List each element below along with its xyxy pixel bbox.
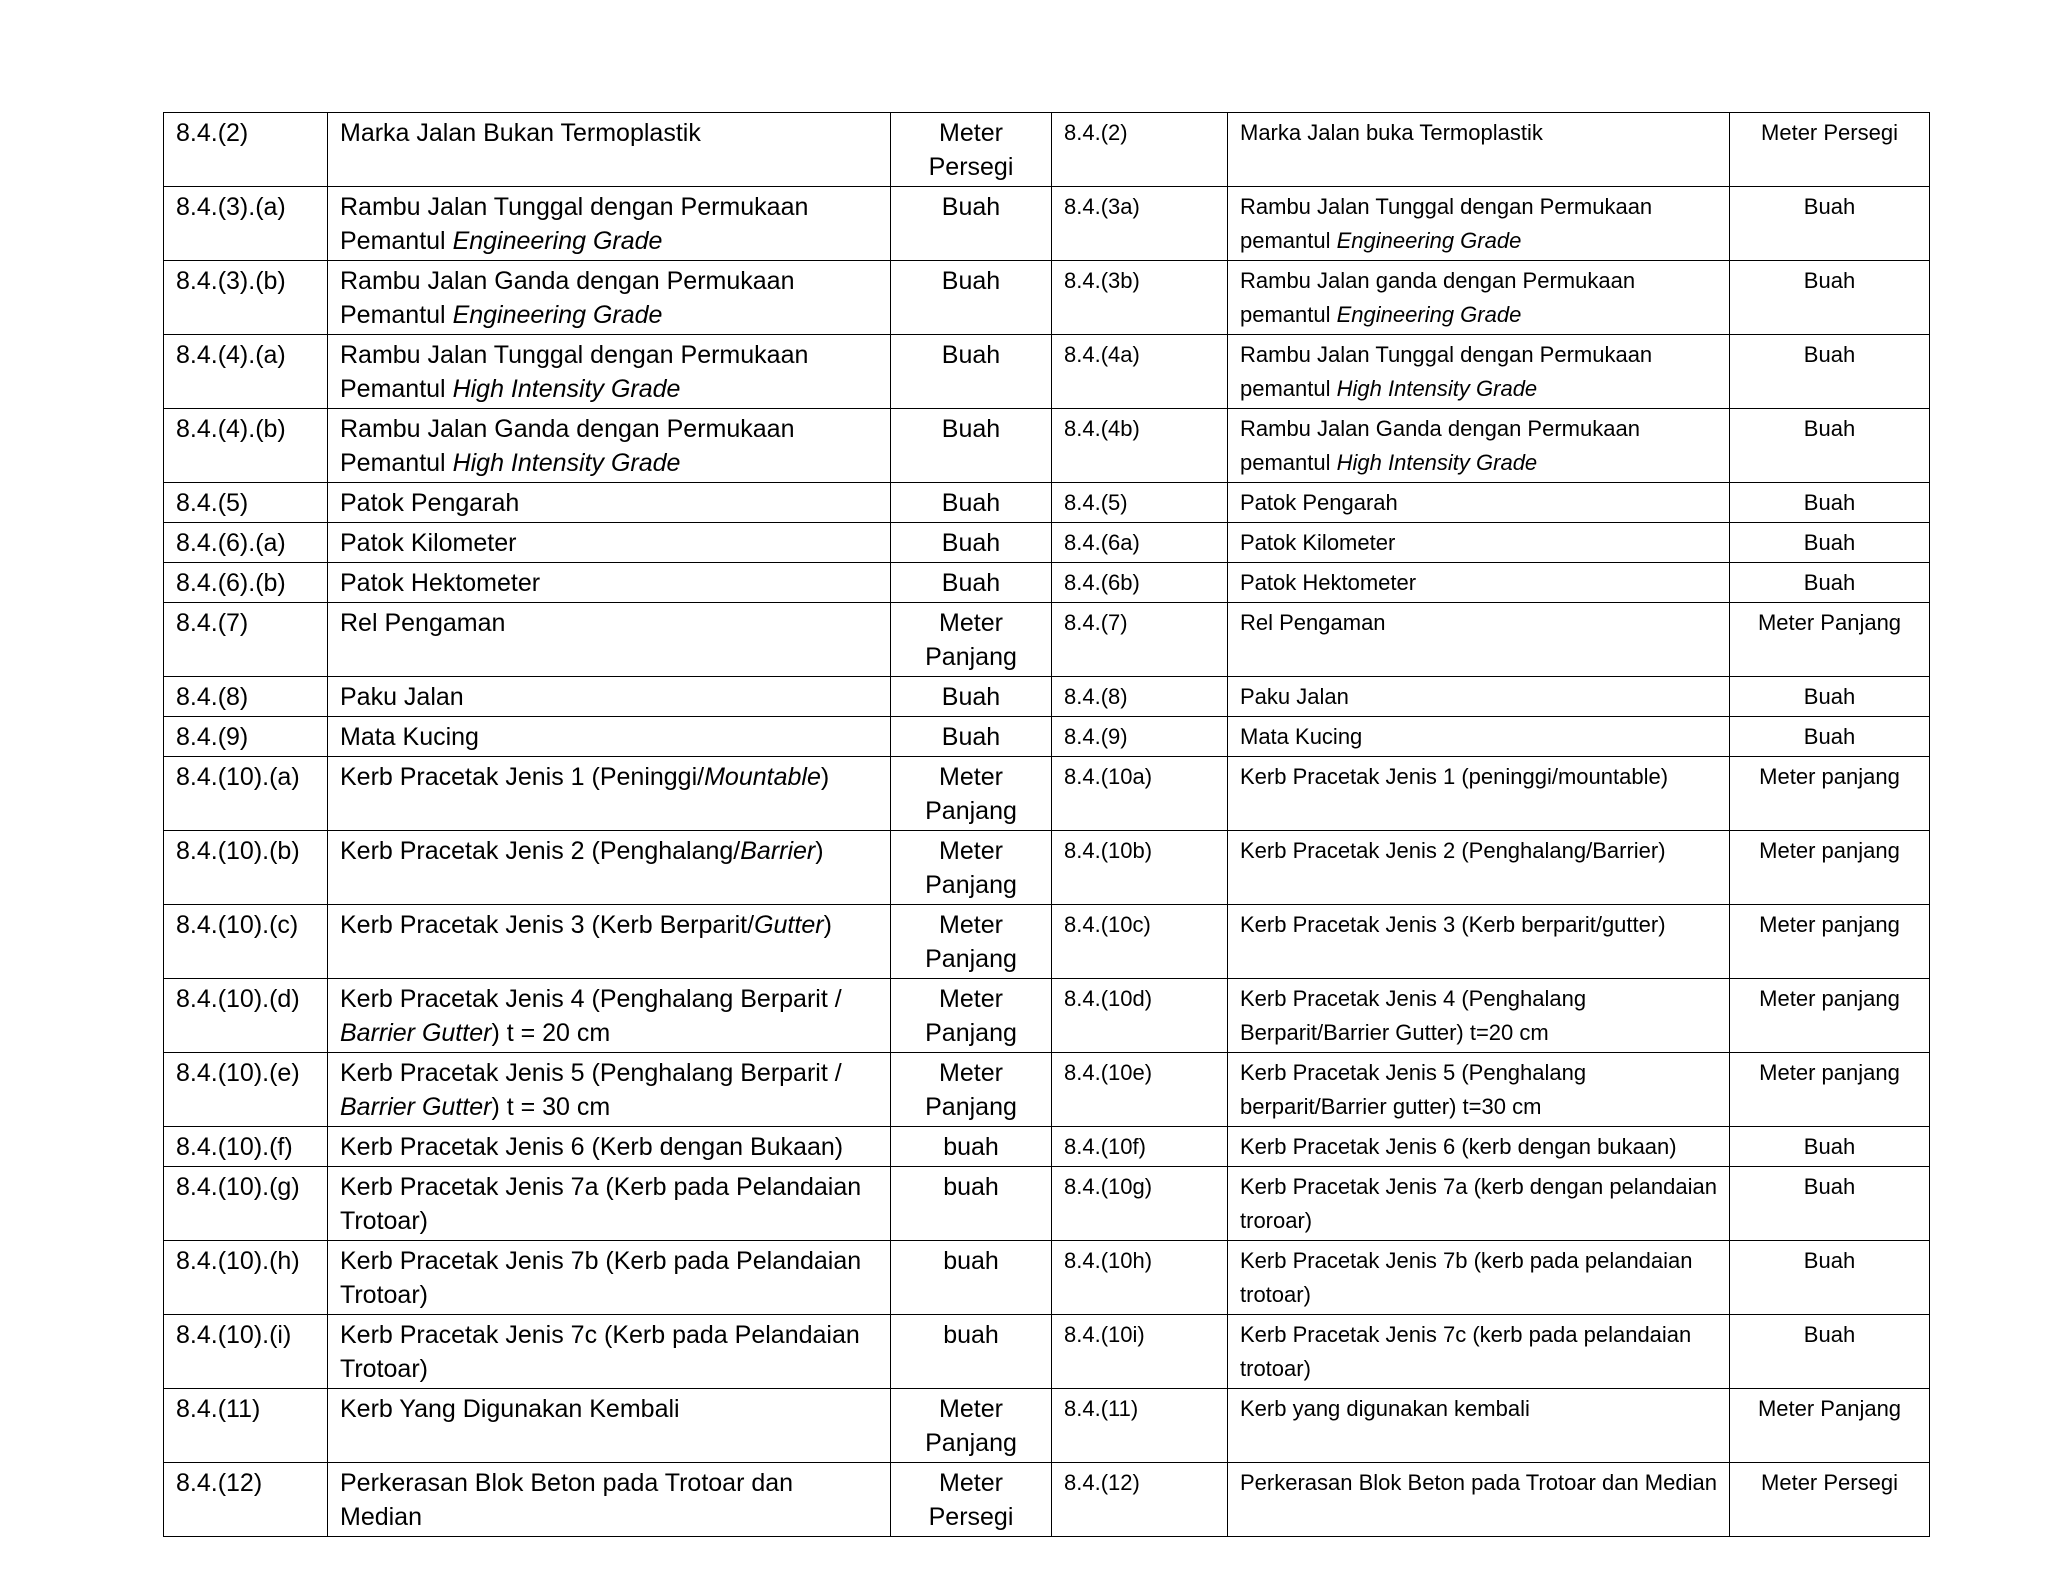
- item-description: [328, 483, 891, 523]
- text-segment: Kerb Pracetak Jenis 5 (Penghalang berparit/Barrier gutter) t=30 cm: [1240, 1060, 1587, 1119]
- text-segment: Marka Jalan Bukan Termoplastik: [340, 119, 701, 147]
- item-description: [328, 335, 891, 409]
- item-unit: Buah: [891, 563, 1052, 603]
- text-segment: Rel Pengaman: [340, 609, 506, 637]
- item-code: 8.4.(10).(a): [164, 757, 328, 831]
- item-code-alt: 8.4.(10g): [1052, 1167, 1228, 1241]
- item-code: 8.4.(4).(a): [164, 335, 328, 409]
- item-unit-alt: Meter panjang: [1730, 1053, 1930, 1127]
- table-row: [164, 1053, 1930, 1127]
- item-description: [328, 261, 891, 335]
- item-code-alt: 8.4.(12): [1052, 1463, 1228, 1537]
- item-code-alt: 8.4.(10i): [1052, 1315, 1228, 1389]
- item-description: [328, 563, 891, 603]
- text-segment: Rambu Jalan Tunggal dengan Permukaan pemantul: [1240, 342, 1653, 401]
- item-description: [328, 1389, 891, 1463]
- item-description-alt: [1228, 335, 1730, 409]
- item-code: 8.4.(7): [164, 603, 328, 677]
- text-segment: Rel Pengaman: [1240, 610, 1386, 635]
- table-row: [164, 113, 1930, 187]
- table-row: [164, 409, 1930, 483]
- item-code: 8.4.(10).(c): [164, 905, 328, 979]
- item-unit-alt: Buah: [1730, 409, 1930, 483]
- item-code-alt: 8.4.(10d): [1052, 979, 1228, 1053]
- item-description-alt: [1228, 1389, 1730, 1463]
- item-code: 8.4.(11): [164, 1389, 328, 1463]
- italic-term: Barrier Gutter: [340, 1019, 492, 1047]
- text-segment: Kerb Pracetak Jenis 7c (kerb pada pelandaian trotoar): [1240, 1322, 1692, 1381]
- item-code-alt: 8.4.(6a): [1052, 523, 1228, 563]
- italic-term: Barrier: [740, 837, 816, 865]
- item-unit-alt: Buah: [1730, 523, 1930, 563]
- item-code-alt: 8.4.(10b): [1052, 831, 1228, 905]
- table-row: [164, 1315, 1930, 1389]
- item-code-alt: 8.4.(6b): [1052, 563, 1228, 603]
- text-segment: Rambu Jalan Tunggal dengan Permukaan Pemantul: [340, 341, 809, 403]
- text-segment: Patok Pengarah: [340, 489, 520, 517]
- italic-term: High Intensity Grade: [1336, 450, 1538, 475]
- item-code-alt: 8.4.(10a): [1052, 757, 1228, 831]
- item-unit: buah: [891, 1127, 1052, 1167]
- item-description-alt: [1228, 523, 1730, 563]
- item-unit: Buah: [891, 717, 1052, 757]
- item-unit-alt: Buah: [1730, 1167, 1930, 1241]
- item-code-alt: 8.4.(10e): [1052, 1053, 1228, 1127]
- item-description-alt: [1228, 1167, 1730, 1241]
- table-row: [164, 1241, 1930, 1315]
- item-description-alt: [1228, 187, 1730, 261]
- text-segment: Rambu Jalan Ganda dengan Permukaan pemantul: [1240, 416, 1640, 475]
- item-code-alt: 8.4.(10h): [1052, 1241, 1228, 1315]
- item-description-alt: [1228, 603, 1730, 677]
- italic-term: Mountable: [704, 763, 821, 791]
- item-unit: Meter Panjang: [891, 831, 1052, 905]
- table-row: [164, 563, 1930, 603]
- item-unit: buah: [891, 1315, 1052, 1389]
- text-segment: ) t = 30 cm: [491, 1093, 611, 1121]
- item-code-alt: 8.4.(3a): [1052, 187, 1228, 261]
- item-unit: Meter Panjang: [891, 757, 1052, 831]
- item-description: [328, 1127, 891, 1167]
- text-segment: Kerb Pracetak Jenis 2 (Penghalang/: [340, 837, 741, 865]
- item-code-alt: 8.4.(8): [1052, 677, 1228, 717]
- item-unit: Buah: [891, 483, 1052, 523]
- item-code: 8.4.(3).(b): [164, 261, 328, 335]
- item-code: 8.4.(8): [164, 677, 328, 717]
- item-description: [328, 187, 891, 261]
- item-unit: Buah: [891, 409, 1052, 483]
- item-description: [328, 1053, 891, 1127]
- item-code: 8.4.(3).(a): [164, 187, 328, 261]
- item-description-alt: [1228, 1053, 1730, 1127]
- item-code-alt: 8.4.(3b): [1052, 261, 1228, 335]
- item-description-alt: [1228, 905, 1730, 979]
- item-unit: Buah: [891, 677, 1052, 717]
- item-unit-alt: Buah: [1730, 1315, 1930, 1389]
- item-code-alt: 8.4.(11): [1052, 1389, 1228, 1463]
- table-row: [164, 187, 1930, 261]
- italic-term: High Intensity Grade: [1336, 376, 1538, 401]
- item-unit-alt: Buah: [1730, 483, 1930, 523]
- item-description-alt: [1228, 757, 1730, 831]
- text-segment: ) t = 20 cm: [491, 1019, 611, 1047]
- item-description-alt: [1228, 1463, 1730, 1537]
- italic-term: High Intensity Grade: [452, 449, 681, 477]
- item-code-alt: 8.4.(9): [1052, 717, 1228, 757]
- item-unit: Meter Panjang: [891, 905, 1052, 979]
- item-code: 8.4.(10).(d): [164, 979, 328, 1053]
- item-code: 8.4.(4).(b): [164, 409, 328, 483]
- item-code: 8.4.(2): [164, 113, 328, 187]
- text-segment: Rambu Jalan Tunggal dengan Permukaan pemantul: [1240, 194, 1653, 253]
- item-unit-alt: Buah: [1730, 563, 1930, 603]
- text-segment: Patok Kilometer: [340, 529, 517, 557]
- item-code: 8.4.(10).(e): [164, 1053, 328, 1127]
- item-unit: buah: [891, 1241, 1052, 1315]
- item-unit-alt: Meter Persegi: [1730, 1463, 1930, 1537]
- text-segment: ): [815, 837, 824, 865]
- item-unit-alt: Buah: [1730, 261, 1930, 335]
- text-segment: Patok Hektometer: [1240, 570, 1417, 595]
- item-description: [328, 677, 891, 717]
- text-segment: Mata Kucing: [340, 723, 479, 751]
- item-description: [328, 603, 891, 677]
- item-description-alt: [1228, 1241, 1730, 1315]
- item-description: [328, 409, 891, 483]
- text-segment: Rambu Jalan Ganda dengan Permukaan Pemantul: [340, 267, 795, 329]
- item-description: [328, 1315, 891, 1389]
- item-description: [328, 831, 891, 905]
- text-segment: Rambu Jalan Tunggal dengan Permukaan Pemantul: [340, 193, 809, 255]
- item-unit-alt: Meter Persegi: [1730, 113, 1930, 187]
- item-unit: Buah: [891, 335, 1052, 409]
- item-code: 8.4.(5): [164, 483, 328, 523]
- text-segment: Kerb Yang Digunakan Kembali: [340, 1395, 680, 1423]
- item-description-alt: [1228, 1127, 1730, 1167]
- item-code-alt: 8.4.(10c): [1052, 905, 1228, 979]
- item-unit: Buah: [891, 261, 1052, 335]
- text-segment: Paku Jalan: [340, 683, 464, 711]
- text-segment: Kerb Pracetak Jenis 7b (Kerb pada Pelandaian Trotoar): [340, 1247, 862, 1309]
- item-unit-alt: Meter panjang: [1730, 905, 1930, 979]
- text-segment: Kerb Pracetak Jenis 3 (Kerb berparit/gutter): [1240, 912, 1666, 937]
- table-row: [164, 757, 1930, 831]
- item-code: 8.4.(10).(b): [164, 831, 328, 905]
- item-code: 8.4.(10).(h): [164, 1241, 328, 1315]
- text-segment: Kerb Pracetak Jenis 7a (kerb dengan pelandaian troroar): [1240, 1174, 1717, 1233]
- italic-term: Engineering Grade: [1336, 228, 1522, 253]
- item-comparison-table: [163, 112, 1930, 1537]
- item-description: [328, 523, 891, 563]
- item-description: [328, 1167, 891, 1241]
- text-segment: Kerb Pracetak Jenis 5 (Penghalang Berparit /: [340, 1059, 842, 1087]
- table-row: [164, 483, 1930, 523]
- italic-term: Barrier Gutter: [340, 1093, 492, 1121]
- item-unit-alt: Buah: [1730, 1241, 1930, 1315]
- table-row: [164, 523, 1930, 563]
- item-description: [328, 757, 891, 831]
- item-description: [328, 1241, 891, 1315]
- text-segment: Perkerasan Blok Beton pada Trotoar dan Median: [340, 1469, 794, 1531]
- table-row: [164, 717, 1930, 757]
- text-segment: Kerb Pracetak Jenis 4 (Penghalang Berparit/Barrier Gutter) t=20 cm: [1240, 986, 1587, 1045]
- item-unit-alt: Buah: [1730, 677, 1930, 717]
- text-segment: Rambu Jalan ganda dengan Permukaan pemantul: [1240, 268, 1636, 327]
- table-row: [164, 1127, 1930, 1167]
- item-unit-alt: Buah: [1730, 187, 1930, 261]
- item-code-alt: 8.4.(4b): [1052, 409, 1228, 483]
- item-unit: Meter Panjang: [891, 1389, 1052, 1463]
- table-row: [164, 1463, 1930, 1537]
- italic-term: Engineering Grade: [452, 301, 663, 329]
- table-body: [164, 113, 1930, 1537]
- table-row: [164, 1389, 1930, 1463]
- table-row: [164, 677, 1930, 717]
- item-code-alt: 8.4.(2): [1052, 113, 1228, 187]
- text-segment: Patok Kilometer: [1240, 530, 1396, 555]
- text-segment: Kerb Pracetak Jenis 6 (kerb dengan bukaan): [1240, 1134, 1677, 1159]
- table-row: [164, 335, 1930, 409]
- text-segment: Kerb Pracetak Jenis 7c (Kerb pada Pelandaian Trotoar): [340, 1321, 860, 1383]
- text-segment: Kerb Pracetak Jenis 7b (kerb pada pelandaian trotoar): [1240, 1248, 1693, 1307]
- text-segment: Marka Jalan buka Termoplastik: [1240, 120, 1543, 145]
- item-unit: Meter Panjang: [891, 1053, 1052, 1127]
- text-segment: Rambu Jalan Ganda dengan Permukaan Pemantul: [340, 415, 795, 477]
- text-segment: Paku Jalan: [1240, 684, 1349, 709]
- item-code-alt: 8.4.(10f): [1052, 1127, 1228, 1167]
- item-code: 8.4.(6).(b): [164, 563, 328, 603]
- table-row: [164, 905, 1930, 979]
- item-description-alt: [1228, 563, 1730, 603]
- item-description-alt: [1228, 113, 1730, 187]
- text-segment: Kerb Pracetak Jenis 7a (Kerb pada Pelandaian Trotoar): [340, 1173, 862, 1235]
- text-segment: Kerb Pracetak Jenis 2 (Penghalang/Barrier): [1240, 838, 1666, 863]
- item-code: 8.4.(10).(g): [164, 1167, 328, 1241]
- item-description-alt: [1228, 979, 1730, 1053]
- table-row: [164, 979, 1930, 1053]
- text-segment: Kerb Pracetak Jenis 3 (Kerb Berparit/: [340, 911, 755, 939]
- item-unit: Meter Panjang: [891, 603, 1052, 677]
- item-description-alt: [1228, 831, 1730, 905]
- item-unit-alt: Meter panjang: [1730, 831, 1930, 905]
- item-description: [328, 979, 891, 1053]
- text-segment: Kerb Pracetak Jenis 4 (Penghalang Berparit /: [340, 985, 842, 1013]
- item-unit: buah: [891, 1167, 1052, 1241]
- text-segment: Patok Hektometer: [340, 569, 541, 597]
- item-unit: Meter Persegi: [891, 113, 1052, 187]
- item-unit-alt: Meter Panjang: [1730, 603, 1930, 677]
- text-segment: ): [823, 911, 832, 939]
- table-row: [164, 831, 1930, 905]
- italic-term: Engineering Grade: [452, 227, 663, 255]
- text-segment: Kerb Pracetak Jenis 1 (peninggi/mountable): [1240, 764, 1669, 789]
- item-unit-alt: Meter panjang: [1730, 757, 1930, 831]
- item-code: 8.4.(10).(i): [164, 1315, 328, 1389]
- item-unit-alt: Buah: [1730, 335, 1930, 409]
- item-description-alt: [1228, 261, 1730, 335]
- item-code: 8.4.(12): [164, 1463, 328, 1537]
- item-unit: Meter Panjang: [891, 979, 1052, 1053]
- item-description: [328, 113, 891, 187]
- item-description-alt: [1228, 677, 1730, 717]
- text-segment: Perkerasan Blok Beton pada Trotoar dan Median: [1240, 1470, 1717, 1495]
- text-segment: Kerb Pracetak Jenis 6 (Kerb dengan Bukaan): [340, 1133, 844, 1161]
- item-description-alt: [1228, 409, 1730, 483]
- item-description-alt: [1228, 483, 1730, 523]
- italic-term: High Intensity Grade: [452, 375, 681, 403]
- item-description-alt: [1228, 1315, 1730, 1389]
- item-description: [328, 905, 891, 979]
- item-code: 8.4.(6).(a): [164, 523, 328, 563]
- item-code: 8.4.(10).(f): [164, 1127, 328, 1167]
- item-unit-alt: Meter Panjang: [1730, 1389, 1930, 1463]
- item-description: [328, 1463, 891, 1537]
- item-unit-alt: Meter panjang: [1730, 979, 1930, 1053]
- item-description-alt: [1228, 717, 1730, 757]
- italic-term: Gutter: [754, 911, 824, 939]
- item-unit: Buah: [891, 187, 1052, 261]
- text-segment: ): [820, 763, 830, 791]
- item-unit: Buah: [891, 523, 1052, 563]
- text-segment: Kerb Pracetak Jenis 1 (Peninggi/: [340, 763, 705, 791]
- text-segment: Mata Kucing: [1240, 724, 1363, 749]
- item-description: [328, 717, 891, 757]
- item-code: 8.4.(9): [164, 717, 328, 757]
- item-code-alt: 8.4.(5): [1052, 483, 1228, 523]
- item-unit-alt: Buah: [1730, 717, 1930, 757]
- text-segment: Patok Pengarah: [1240, 490, 1398, 515]
- item-code-alt: 8.4.(4a): [1052, 335, 1228, 409]
- italic-term: Engineering Grade: [1336, 302, 1522, 327]
- table-row: [164, 261, 1930, 335]
- item-unit-alt: Buah: [1730, 1127, 1930, 1167]
- table-row: [164, 603, 1930, 677]
- text-segment: Kerb yang digunakan kembali: [1240, 1396, 1530, 1421]
- item-code-alt: 8.4.(7): [1052, 603, 1228, 677]
- item-unit: Meter Persegi: [891, 1463, 1052, 1537]
- table-row: [164, 1167, 1930, 1241]
